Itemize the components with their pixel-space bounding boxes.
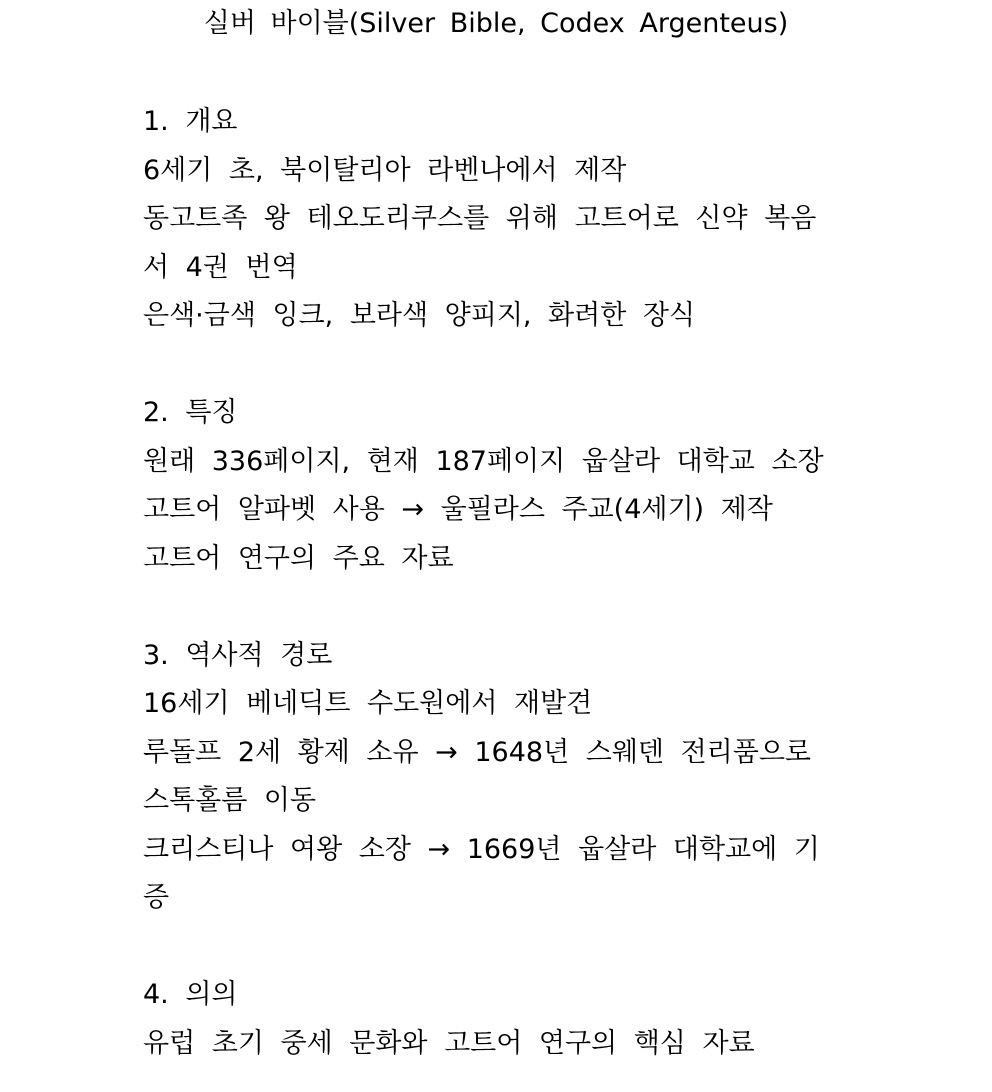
- section-line: 루돌프 2세 황제 소유 → 1648년 스웨덴 전리품으로: [143, 736, 811, 768]
- section-line: 은색·금색 잉크, 보라색 양피지, 화려한 장식: [143, 300, 696, 331]
- section-line: 크리스티나 여왕 소장 → 1669년 웁살라 대학교에 기: [143, 833, 820, 865]
- section-heading: 2. 특징: [143, 397, 238, 428]
- section-heading: 3. 역사적 경로: [143, 639, 333, 671]
- document-title: 실버 바이블(Silver Bible, Codex Argenteus): [203, 8, 789, 39]
- section-line: 유럽 초기 중세 문화와 고트어 연구의 핵심 자료: [143, 1027, 755, 1059]
- section-history: [143, 632, 863, 923]
- section-line: 스톡홀름 이동: [143, 785, 317, 816]
- section-line: 증: [143, 882, 170, 913]
- section-line: 고트어 알파벳 사용 → 울필라스 주교(4세기) 제작: [143, 494, 773, 525]
- section-line: 서 4권 번역: [143, 251, 298, 283]
- document-body: [143, 98, 863, 1068]
- section-line: 원래 336페이지, 현재 187페이지 웁살라 대학교 소장: [143, 445, 824, 477]
- section-line: 6세기 초, 북이탈리아 라벤나에서 제작: [143, 154, 627, 186]
- section-line: 고트어 연구의 주요 자료: [143, 542, 454, 574]
- section-heading: 1. 개요: [143, 106, 238, 137]
- section-overview: [143, 98, 863, 341]
- section-features: [143, 389, 863, 583]
- section-line: 16세기 베네딕트 수도원에서 재발견: [143, 688, 593, 719]
- section-line: 동고트족 왕 테오도리쿠스를 위해 고트어로 신약 복음: [143, 203, 817, 234]
- section-heading: 4. 의의: [143, 979, 238, 1010]
- section-significance: [143, 971, 863, 1068]
